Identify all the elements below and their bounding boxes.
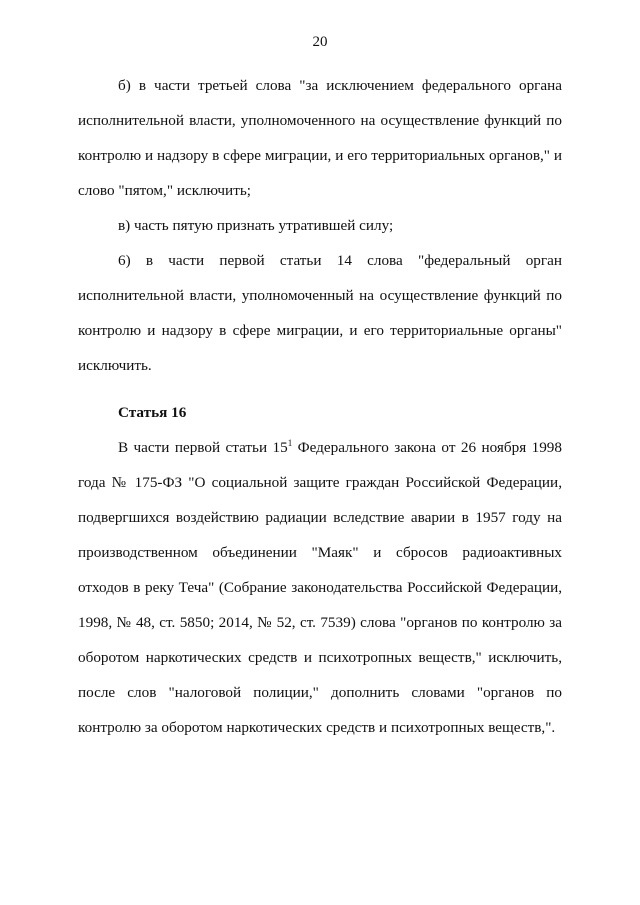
paragraph-6: 6) в части первой статьи 14 слова "федеральный орган исполнительной власти, уполномоченный на осуществление функций по контролю и надзору в сфере миграции, и его территориальные органы" исключить.: [78, 252, 562, 374]
article-16-text-rest: Федерального закона от 26 ноября 1998 года № 175-ФЗ "О социальной защите граждан Российской Федерации, подвергшихся воздействию радиации вследствие аварии в 1957 году на производственном объединении "Маяк" и сбросов радиоактивных отходов в реку Теча" (Собрание законодательства Российской Федерации, 1998, № 48, ст. 5850; 2014, № 52, ст. 7539) слова "органов по контролю за оборотом наркотических средств и психотропных веществ," исключить, после слов "налоговой полиции," дополнить словами "органов по контролю за оборотом наркотических средств и психотропных веществ,".: [78, 439, 562, 736]
article-16-paragraph: [78, 430, 562, 745]
paragraph-b: б) в части третьей слова "за исключением федерального органа исполнительной власти, уполномоченного на осуществление функций по контролю и надзору в сфере миграции, и его территориальных органов," и слово "пятом," исключить;: [78, 77, 562, 199]
article-16-text-start: В части первой статьи 15: [118, 439, 288, 456]
paragraph-v: в) часть пятую признать утратившей силу;: [118, 217, 394, 234]
document-body: [78, 68, 562, 745]
superscript-marker: 1: [287, 438, 293, 448]
page-number: 20: [312, 34, 328, 50]
article-heading: Статья 16: [118, 404, 187, 421]
